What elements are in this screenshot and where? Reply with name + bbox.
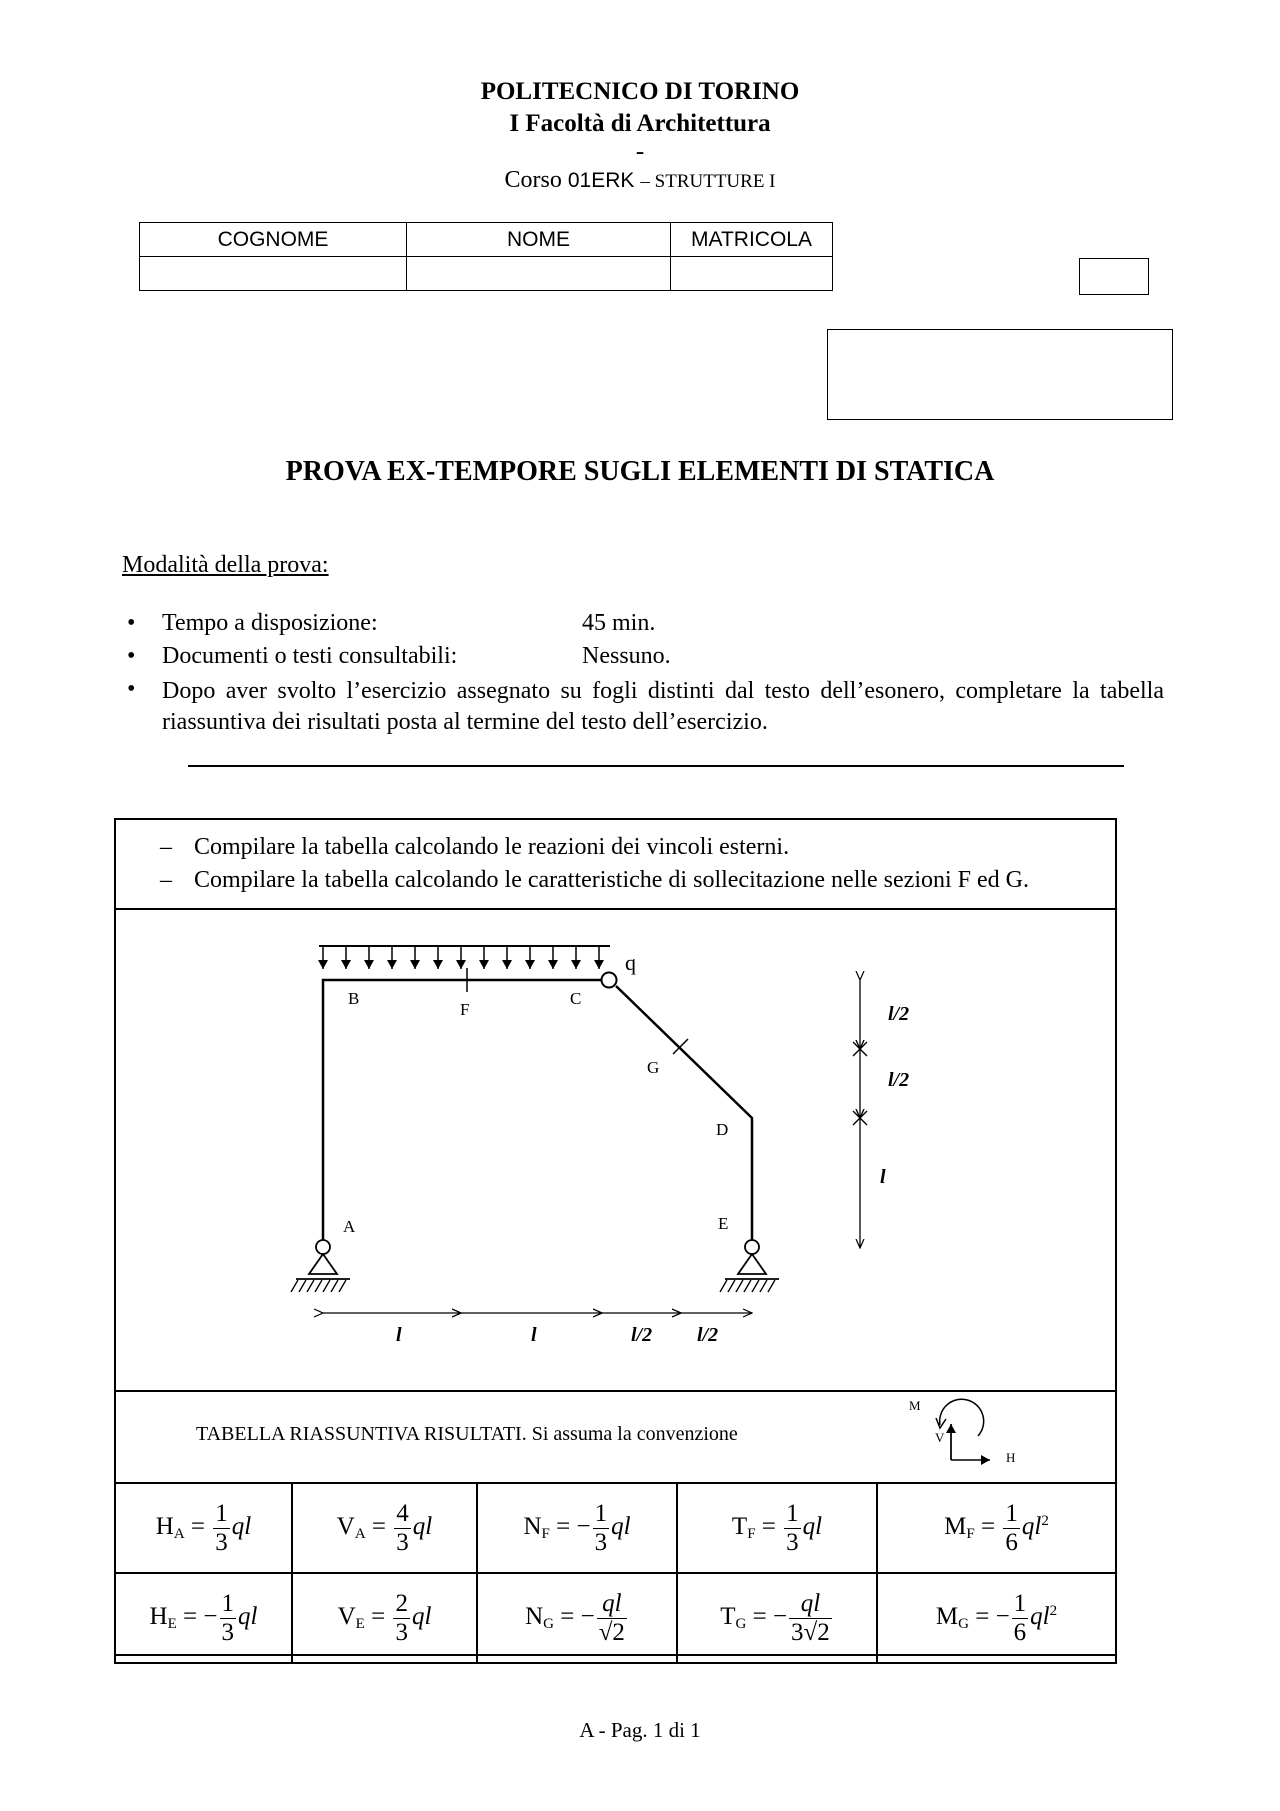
vertical-dimensions [853, 980, 867, 1248]
matricola-header: MATRICOLA [671, 223, 833, 257]
faculty-name: I Facoltà di Architettura [509, 110, 771, 137]
course-code: 01ERK [567, 169, 635, 192]
instruction-text: Compilare la tabella calcolando le caratteristiche di sollecitazione nelle sezioni F ed G. [194, 867, 1029, 893]
exam-title: PROVA EX-TEMPORE SUGLI ELEMENTI DI STATICA [285, 456, 995, 487]
point-g-label: G [647, 1058, 660, 1077]
point-b-label: B [348, 989, 360, 1008]
dim-h-1: l [396, 1324, 402, 1346]
dim-h-3: l/2 [631, 1324, 653, 1346]
procedure-text: Dopo aver svolto l’esercizio assegnato su fogli distinti dal testo dell’esonero, completare la tabella riassuntiva dei risultati posta al termine del testo dell’esercizio. [162, 678, 1164, 735]
point-d-label: D [716, 1120, 729, 1139]
bullet-icon: • [127, 676, 136, 702]
convention-m: M [909, 1398, 921, 1413]
convention-v: V [935, 1430, 945, 1445]
name-header: NOME [407, 223, 671, 257]
result-mf: $M_F$ = $\frac{1}{6}$ $ql^2$ [877, 1483, 1116, 1573]
documents-value: Nessuno. [582, 643, 671, 669]
results-caption: TABELLA RIASSUNTIVA RISULTATI. Si assuma la convenzione [196, 1423, 738, 1445]
dim-h-4: l/2 [697, 1324, 719, 1346]
convention-h: H [1006, 1450, 1016, 1465]
dim-v-3: l [880, 1166, 886, 1188]
hinged-support-e [720, 1240, 779, 1292]
hinge-c [602, 973, 617, 988]
bullet-icon: • [127, 610, 136, 636]
time-value: 45 min. [582, 610, 656, 636]
surname-header: COGNOME [140, 223, 407, 257]
distributed-load [319, 946, 610, 969]
bullet-icon: • [127, 643, 136, 669]
dash-icon: – [160, 867, 172, 893]
dim-v-1: l/2 [888, 1003, 910, 1025]
documents-label: Documenti o testi consultabili: [162, 643, 458, 669]
institution-name: POLITECNICO DI TORINO [480, 78, 800, 105]
result-he: $H_E$ = − $\frac{1}{3}$ ql [115, 1573, 292, 1663]
result-va: $V_A$ = $\frac{4}{3}$ ql [292, 1483, 477, 1573]
instruction-text: Compilare la tabella calcolando le reazioni dei vincoli esterni. [194, 834, 790, 860]
point-e-label: E [718, 1214, 729, 1233]
course-prefix: Corso [504, 167, 562, 193]
dim-v-2: l/2 [888, 1069, 910, 1091]
time-label: Tempo a disposizione: [162, 610, 378, 636]
point-a-label: A [343, 1217, 356, 1236]
result-tg: $T_G$ = − $\frac{ql}{3√2}$ [677, 1573, 877, 1663]
hinged-support-a [291, 1240, 350, 1292]
result-ha: $H_A$ = $\frac{1}{3}$ ql [115, 1483, 292, 1573]
course-name: – STRUTTURE I [640, 171, 776, 192]
result-tf: $T_F$ = $\frac{1}{3}$ ql [677, 1483, 877, 1573]
result-ve: $V_E$ = $\frac{2}{3}$ ql [292, 1573, 477, 1663]
dim-h-2: l [531, 1324, 537, 1346]
section-g-mark [673, 1039, 688, 1054]
result-nf: $N_F$ = − $\frac{1}{3}$ ql [477, 1483, 677, 1573]
result-ng: $N_G$ = − $\frac{ql}{√2}$ [477, 1573, 677, 1663]
point-c-label: C [570, 989, 582, 1008]
results-table [114, 1482, 1117, 1664]
load-label: q [625, 950, 636, 975]
page-footer: A - Pag. 1 di 1 [579, 1718, 701, 1742]
frame-members [323, 980, 752, 1240]
header-dash: - [635, 138, 645, 165]
point-f-label: F [460, 1000, 470, 1019]
result-mg: $M_G$ = − $\frac{1}{6}$ $ql^2$ [877, 1573, 1116, 1663]
modalita-heading: Modalità della prova: [122, 552, 329, 578]
dash-icon: – [160, 834, 172, 860]
